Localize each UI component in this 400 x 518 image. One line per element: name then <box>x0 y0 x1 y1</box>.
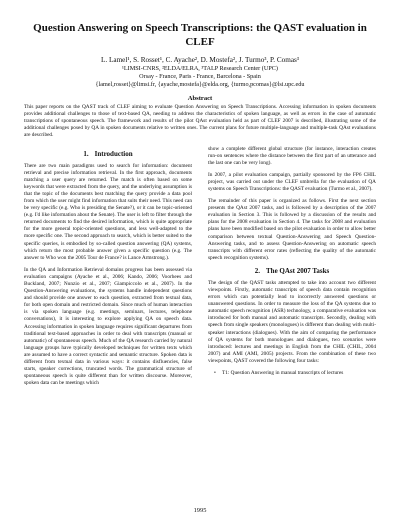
section-heading <box>24 150 192 158</box>
section-title: The QAst 2007 Tasks <box>266 266 330 275</box>
section-title: Introduction <box>94 149 133 158</box>
paragraph: There are two main paradigms used to search for information: document retrieval and precise information retrieval. In the first approach, documents matching a user query are returned. The match is often based on some keywords that were extracted from the query, and the underlying assumption is that the topic of the documents best matching the query provide a data pool from which the user might find information that suits their need. This need can be very specific (e.g. Who is presiding the Senate?), or it can be topic-oriented (e.g. I'd like information about the Senate). The user is left to filter through the returned documents to find the desired information, which is quite appropriate for the more general topic-oriented questions, and less well-adapted to the more specific one. The second approach to search, which is better suited to the specific queries, is embodied by so-called question answering (QA) systems, which return the most probable answer given a specific question (e.g. The answer to Who won the 2005 Tour de France? is Lance Armstrong.). <box>24 162 192 261</box>
abstract-heading: Abstract <box>187 94 213 102</box>
paragraph: In 2007, a pilot evaluation campaign, partially sponsored by the FP6 CHIL project, was carried out under the CLEF umbrella for the evaluation of QA systems on Speech Transcriptions: the QAST evaluation (Turmo et al., 2007). <box>208 171 376 192</box>
affiliation-line: {lamel,rosset}@limsi.fr, {ayache,mostefa}@elda.org, {turmo,pcomas}@lsi.upc.edu <box>95 81 305 89</box>
author-list: L. Lamel¹, S. Rosset¹, C. Ayache², D. Mostefa², J. Turmo³, P. Comas³ <box>101 55 299 64</box>
paper-title: Question Answering on Speech Transcriptions: the QAST evaluation in CLEF <box>33 22 367 48</box>
affiliations <box>24 65 376 90</box>
paragraph: show a complete different global structure (for instance, interaction creates run-on sentences where the distance between the first part of an utterance and the last one can be very long). <box>208 145 376 166</box>
paragraph: In the QA and Information Retrieval domains progress has been assessed via evaluation campaigns (Ayache et al., 2006; Kando, 2006; Voorhees and Buckland, 2007; Nunzio et al., 2007; Giampiccolo et al., 2007). In the Question-Answering evaluations, the systems handle independent questions and should provide one answer to each question, extracted from textual data, for both open domain and restricted domain. Since much of human interaction is via spoken language (e.g. meetings, seminars, lectures, telephone conversations), it is interesting to explore applying QA on speech data. Accessing information in spoken language requires significant departures from traditional text-based approaches in order to deal with transcripts (manual or automatic) of spontaneous speech. Much of the QA research carried by natural language groups have typically developed techniques for written texts which are assumed to have a correct syntactic and semantic structure. Spoken data is different from textual data in various ways: it contains disfluencies, false starts, speaker corrections, truncated words. The grammatical structure of spontaneous speech is quite different than for written discourse. Moreover, spoken data can be meetings which <box>24 266 192 387</box>
section-number: 2. <box>254 266 261 275</box>
left-column <box>24 146 192 393</box>
affiliation-line: ¹LIMSI-CNRS, ²ELDA/ELRA, ³TALP Research Center (UPC) <box>122 64 278 72</box>
bullet-icon: • <box>214 370 216 377</box>
page-number: 1995 <box>193 507 207 514</box>
paragraph: The design of the QAST tasks attempted to take into account two different viewpoints. Firstly, automatic transcripts of speech data contain recognition errors which can potentially lead to incorrectly answered questions or unanswered questions. In order to measure the loss of the QA systems due to automatic speech recognition (ASR) technology, a comparative evaluation was introduced for both manual and automatic transcripts. Secondly, dealing with speech from single speakers (monologues) is different than dealing with multi-speaker interactions (dialogues). With the aim of comparing the performance of QA systems for both monologues and dialogues, two scenarios were introduced: lectures and meetings in English from the CHIL (CHIL, 2004 2007) and AMI (AMI, 2005) projects. From the combination of these two viewpoints, QAST covered the following four tasks: <box>208 279 376 364</box>
section-number: 1. <box>83 149 89 158</box>
paragraph: The remainder of this paper is organized as follows. First the next section presents the QAst 2007 tasks, and is followed by a description of the 2007 evaluation in Section 3. This is followed by a discussion of the results and plans for the 2008 evaluation in Section 4. The tasks for 2008 and evaluation plans have been modified based on the pilot evaluation in order to allow better comparison between textual Question-Answering and Speech Question-Answering tasks, and to assess Question-Answering on automatic speech transcripts with different error rates (reflecting the quality of the automatic speech recognition systems). <box>208 198 376 261</box>
bullet-item <box>214 370 376 377</box>
section-heading <box>208 267 376 275</box>
bullet-text: T1: Question Answering in manual transcripts of lectures <box>222 370 344 377</box>
right-column <box>208 146 376 393</box>
affiliation-line: Orsay - France, Paris - France, Barcelona - Spain <box>139 72 261 80</box>
abstract-text: This paper reports on the QAST track of CLEF aiming to evaluate Question Answering on Speech Transcriptions. Accessing information in spoken documents provides additional challenges to those of text-based QA, needing to address the characteristics of spoken language, as well as errors in the case of automatic transcriptions of spontaneous speech. The framework and results of the pilot QAst evaluation held as part of CLEF 2007 is described, illustrating some of the additional challenges posed by QA in spoken documents relative to written ones. The current plans for future multiple-language and multiple-task QAst evaluations are described. <box>24 103 376 138</box>
body-columns <box>24 146 376 393</box>
